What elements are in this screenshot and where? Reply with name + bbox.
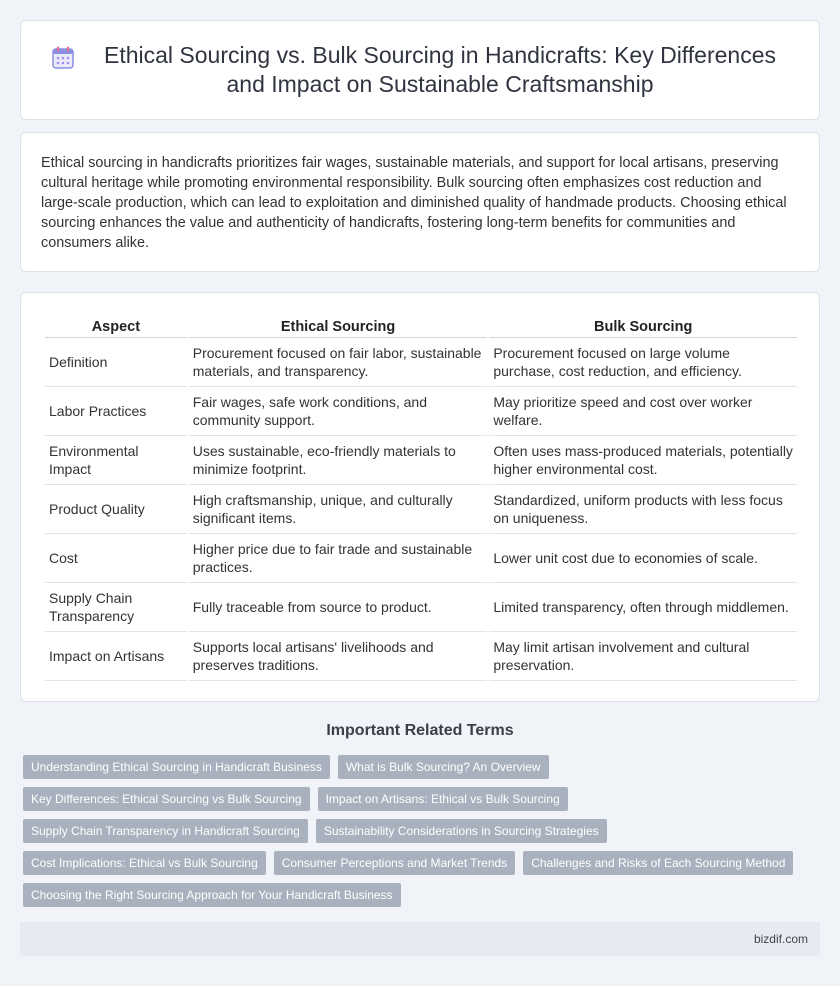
related-term-link[interactable]: Supply Chain Transparency in Handicraft Sourcing bbox=[23, 819, 308, 843]
table-row bbox=[45, 436, 797, 485]
cell-ethical: Fair wages, safe work conditions, and community support. bbox=[189, 387, 488, 436]
related-term-link[interactable]: Consumer Perceptions and Market Trends bbox=[274, 851, 515, 875]
cell-ethical: Higher price due to fair trade and sustainable practices. bbox=[189, 534, 488, 583]
footer-bar bbox=[20, 922, 820, 956]
header-aspect: Aspect bbox=[45, 313, 187, 338]
header-bulk-sourcing: Bulk Sourcing bbox=[489, 313, 797, 338]
header-card bbox=[20, 20, 820, 120]
cell-bulk: May prioritize speed and cost over worker welfare. bbox=[489, 387, 797, 436]
related-term-link[interactable]: Key Differences: Ethical Sourcing vs Bulk Sourcing bbox=[23, 787, 310, 811]
cell-bulk: Often uses mass-produced materials, potentially higher environmental cost. bbox=[489, 436, 797, 485]
related-terms-heading: Important Related Terms bbox=[326, 722, 514, 739]
table-row bbox=[45, 485, 797, 534]
cell-ethical: Supports local artisans' livelihoods and preserves traditions. bbox=[189, 632, 488, 681]
cell-ethical: Fully traceable from source to product. bbox=[189, 583, 488, 632]
cell-aspect: Impact on Artisans bbox=[45, 632, 187, 681]
table-header-row bbox=[45, 313, 797, 338]
cell-bulk: Limited transparency, often through middlemen. bbox=[489, 583, 797, 632]
cell-ethical: Procurement focused on fair labor, sustainable materials, and transparency. bbox=[189, 338, 488, 387]
title-wrap bbox=[50, 41, 790, 99]
header-ethical-sourcing: Ethical Sourcing bbox=[189, 313, 488, 338]
cell-ethical: High craftsmanship, unique, and culturally significant items. bbox=[189, 485, 488, 534]
cell-bulk: Lower unit cost due to economies of scale. bbox=[489, 534, 797, 583]
table-row bbox=[45, 338, 797, 387]
related-term-link[interactable]: Understanding Ethical Sourcing in Handicraft Business bbox=[23, 755, 330, 779]
cell-aspect: Labor Practices bbox=[45, 387, 187, 436]
intro-card bbox=[20, 132, 820, 272]
calendar-icon bbox=[50, 45, 76, 71]
cell-bulk: Standardized, uniform products with less focus on uniqueness. bbox=[489, 485, 797, 534]
comparison-table bbox=[43, 313, 799, 681]
table-row bbox=[45, 387, 797, 436]
related-term-link[interactable]: Impact on Artisans: Ethical vs Bulk Sourcing bbox=[318, 787, 568, 811]
related-term-link[interactable]: What is Bulk Sourcing? An Overview bbox=[338, 755, 549, 779]
cell-aspect: Supply Chain Transparency bbox=[45, 583, 187, 632]
cell-aspect: Cost bbox=[45, 534, 187, 583]
cell-aspect: Definition bbox=[45, 338, 187, 387]
cell-aspect: Product Quality bbox=[45, 485, 187, 534]
related-term-link[interactable]: Challenges and Risks of Each Sourcing Method bbox=[523, 851, 793, 875]
table-row bbox=[45, 534, 797, 583]
comparison-table-card bbox=[20, 292, 820, 702]
table-row bbox=[45, 583, 797, 632]
related-term-link[interactable]: Choosing the Right Sourcing Approach for Your Handicraft Business bbox=[23, 883, 401, 907]
related-term-link[interactable]: Cost Implications: Ethical vs Bulk Sourcing bbox=[23, 851, 266, 875]
related-terms-list bbox=[23, 755, 813, 907]
footer-site-name: bizdif.com bbox=[753, 932, 808, 946]
table-row bbox=[45, 632, 797, 681]
cell-ethical: Uses sustainable, eco-friendly materials to minimize footprint. bbox=[189, 436, 488, 485]
cell-aspect: Environmental Impact bbox=[45, 436, 187, 485]
cell-bulk: May limit artisan involvement and cultural preservation. bbox=[489, 632, 797, 681]
cell-bulk: Procurement focused on large volume purchase, cost reduction, and efficiency. bbox=[489, 338, 797, 387]
page-title: Ethical Sourcing vs. Bulk Sourcing in Handicrafts: Key Differences and Impact on Sustainable Craftsmanship bbox=[104, 42, 776, 97]
intro-paragraph: Ethical sourcing in handicrafts prioritizes fair wages, sustainable materials, and support for local artisans, preserving cultural heritage while promoting environmental responsibility. Bulk sourcing often emphasizes cost reduction and large-scale production, which can lead to exploitation and diminished quality of handmade products. Choosing ethical sourcing enhances the value and authenticity of handicrafts, fostering long-term benefits for communities and consumers alike. bbox=[41, 155, 787, 251]
related-term-link[interactable]: Sustainability Considerations in Sourcing Strategies bbox=[316, 819, 607, 843]
